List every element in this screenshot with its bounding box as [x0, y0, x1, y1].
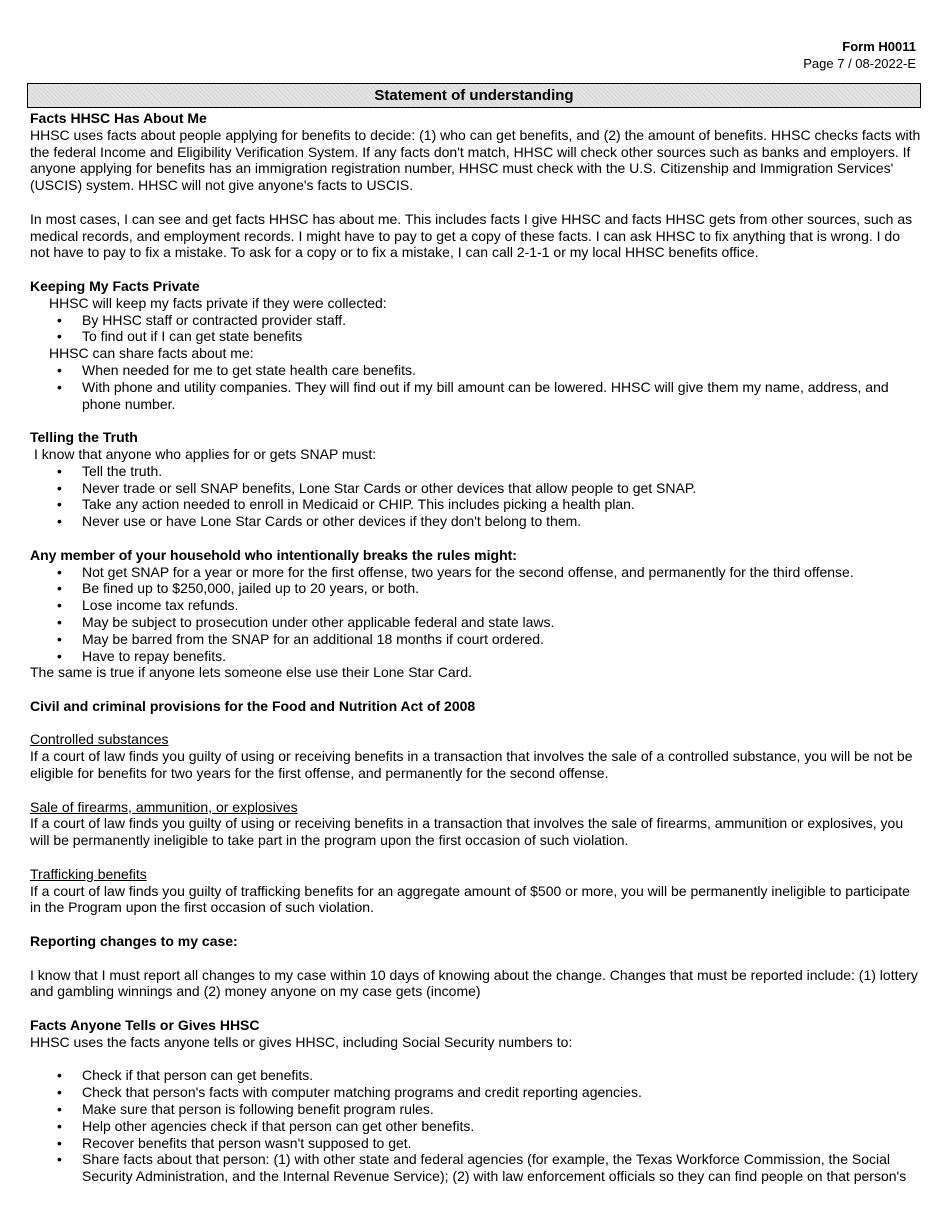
list-item: • By HHSC staff or contracted provider staff.	[30, 312, 922, 329]
list-item: • Never use or have Lone Star Cards or other devices if they don't belong to them.	[30, 513, 922, 530]
civil-heading: Civil and criminal provisions for the Food and Nutrition Act of 2008	[30, 697, 476, 714]
firearms-title: Sale of firearms, ammunition, or explosives	[30, 798, 298, 815]
list-item: • Lose income tax refunds.	[30, 597, 922, 614]
truth-intro: I know that anyone who applies for or gets SNAP must:	[34, 445, 377, 462]
truth-list	[30, 463, 922, 530]
list-item: • To find out if I can get state benefits	[30, 328, 922, 345]
facts-hhsc-heading: Facts HHSC Has About Me	[30, 110, 207, 126]
truth-heading: Telling the Truth	[30, 429, 138, 446]
private-intro-1: HHSC will keep my facts private if they were collected:	[49, 294, 387, 311]
facts-hhsc-paragraph-1: HHSC uses facts about people applying for benefits to decide: (1) who can get benefits, and (2) the amount of benefits. HHSC checks facts with the federal Income and Eligibility Verification System. If any facts don't match, HHSC will check other sources such as banks and employers. If anyone applying for benefits has an immigration registration number, HHSC must check with the U.S. Citizenship and Immigration Services' (USCIS) system. HHSC will not give anyone's facts to USCIS.	[30, 126, 921, 194]
reporting-text: I know that I must report all changes to my case within 10 days of knowing about the change. Changes that must be reported include: (1) lottery and gambling winnings and (2) money anyone on my case gets (income)	[30, 966, 918, 1000]
list-item: • Be fined up to $250,000, jailed up to 20 years, or both.	[30, 580, 922, 597]
private-heading: Keeping My Facts Private	[30, 277, 200, 294]
rules-heading: Any member of your household who intentionally breaks the rules might:	[30, 546, 517, 563]
trafficking-title: Trafficking benefits	[30, 865, 147, 882]
section-banner	[27, 83, 921, 108]
controlled-substances-title: Controlled substances	[30, 731, 169, 748]
facts-anyone-list	[30, 1067, 922, 1185]
rules-closing: The same is true if anyone lets someone else use their Lone Star Card.	[30, 664, 473, 681]
facts-hhsc-paragraph-2: In most cases, I can see and get facts HHSC has about me. This includes facts I give HHSC and facts HHSC gets from other sources, such as medical records, and employment records. I might have to pay to get a copy of these facts. I can ask HHSC to fix anything that is wrong. I do not have to pay to fix a mistake. To ask for a copy or to fix a mistake, I can call 2-1-1 or my local HHSC benefits office.	[30, 210, 913, 261]
form-number: Form H0011	[842, 39, 916, 54]
list-item: • May be barred from the SNAP for an additional 18 months if court ordered.	[30, 631, 922, 648]
list-item: • Never trade or sell SNAP benefits, Lone Star Cards or other devices that allow people to get SNAP.	[30, 480, 922, 497]
list-item: • May be subject to prosecution under other applicable federal and state laws.	[30, 614, 922, 631]
list-item: • Make sure that person is following benefit program rules.	[30, 1101, 922, 1118]
list-item: • Check if that person can get benefits.	[30, 1067, 922, 1084]
list-item: • Take any action needed to enroll in Medicaid or CHIP. This includes picking a health plan.	[30, 496, 922, 513]
banner-title: Statement of understanding	[374, 87, 574, 104]
list-item: • Have to repay benefits.	[30, 648, 922, 665]
list-item: • When needed for me to get state health care benefits.	[30, 362, 922, 379]
form-header	[803, 38, 916, 72]
private-intro-2: HHSC can share facts about me:	[49, 345, 254, 362]
document-body	[30, 110, 922, 1185]
reporting-heading: Reporting changes to my case:	[30, 933, 238, 950]
private-list-2	[30, 362, 922, 412]
private-list-1	[30, 312, 922, 346]
list-item: • Tell the truth.	[30, 463, 922, 480]
list-item: • With phone and utility companies. They will find out if my bill amount can be lowered. HHSC will give them my name, address, and phone number.	[30, 379, 922, 413]
list-item: • Share facts about that person: (1) with other state and federal agencies (for example, the Texas Workforce Commission, the Social Security Administration, and the Internal Revenue Service); (2) with law enforcement officials so they can find people on that person's	[30, 1151, 922, 1185]
page-number: Page 7 / 08-2022-E	[803, 56, 916, 71]
facts-anyone-intro: HHSC uses the facts anyone tells or gives HHSC, including Social Security numbers to:	[30, 1033, 573, 1050]
list-item: • Recover benefits that person wasn't supposed to get.	[30, 1135, 922, 1152]
list-item: • Help other agencies check if that person can get other benefits.	[30, 1118, 922, 1135]
list-item: • Check that person's facts with computer matching programs and credit reporting agencies.	[30, 1084, 922, 1101]
rules-list	[30, 564, 922, 665]
list-item: • Not get SNAP for a year or more for the first offense, two years for the second offense, and permanently for the third offense.	[30, 564, 922, 581]
trafficking-text: If a court of law finds you guilty of trafficking benefits for an aggregate amount of $500 or more, you will be permanently ineligible to participate in the Program upon the first occasion of such violation.	[30, 882, 910, 916]
facts-anyone-heading: Facts Anyone Tells or Gives HHSC	[30, 1017, 260, 1034]
firearms-text: If a court of law finds you guilty of using or receiving benefits in a transaction that involves the sale of firearms, ammunition or explosives, you will be permanently ineligible to take part in the program upon the first occasion of such violation.	[30, 815, 904, 849]
controlled-substances-text: If a court of law finds you guilty of using or receiving benefits in a transaction that involves the sale of a controlled substance, you will be not be eligible for benefits for two years for the first offense, and permanently for the second offense.	[30, 748, 913, 782]
